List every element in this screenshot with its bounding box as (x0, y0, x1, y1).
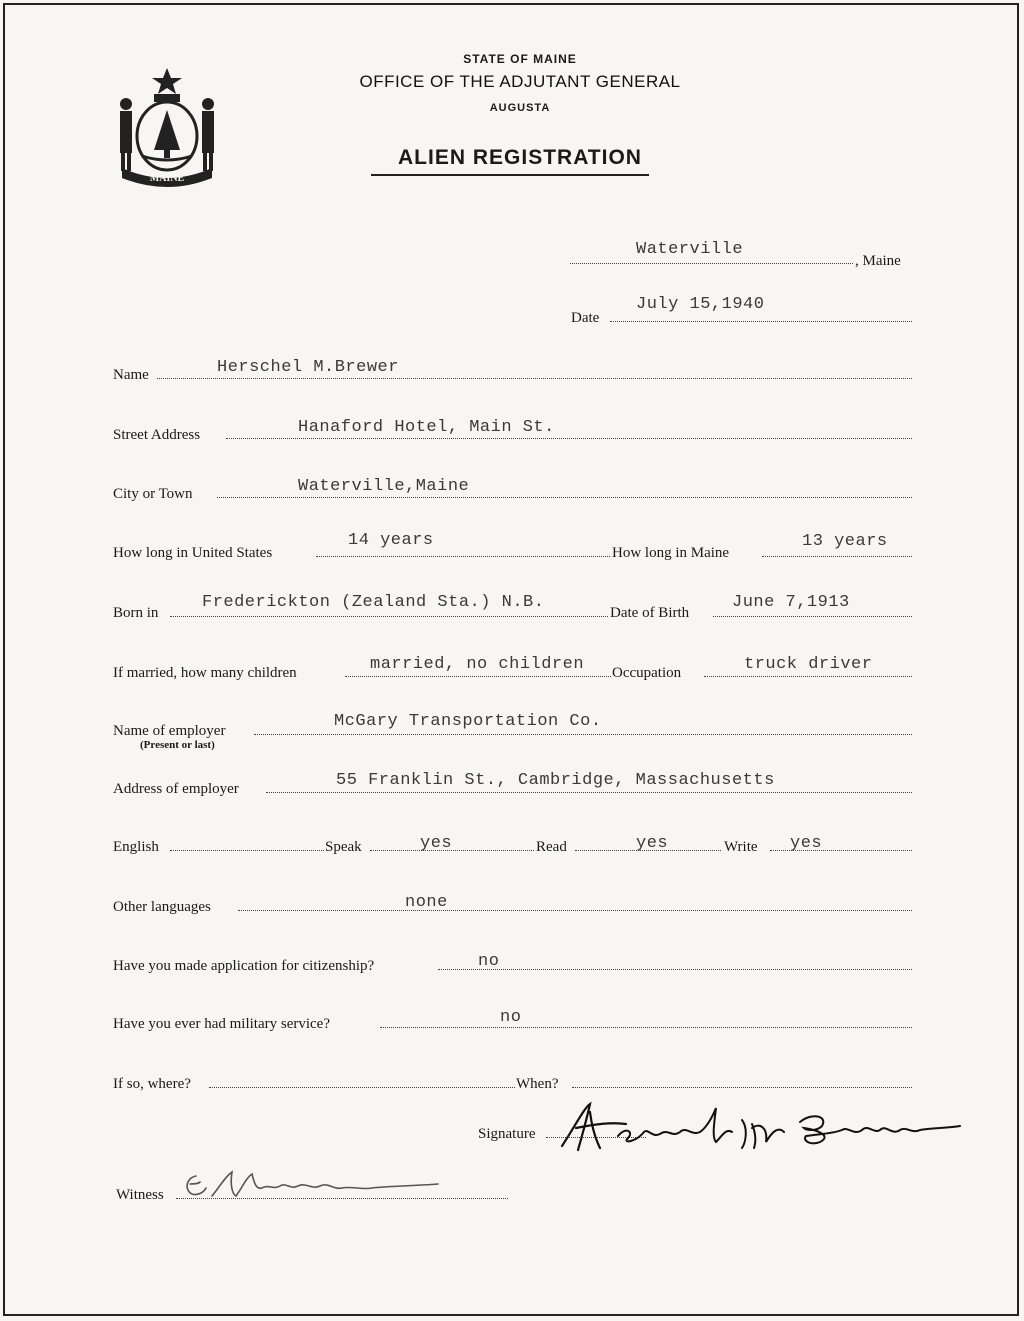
city-town-line (217, 497, 912, 498)
born-in-label: Born in (113, 605, 159, 621)
read-label: Read (536, 839, 567, 855)
document-title: ALIEN REGISTRATION (398, 146, 642, 169)
employer-address-line (266, 792, 912, 793)
military-value: no (500, 1008, 522, 1027)
read-value: yes (636, 834, 669, 853)
occupation-line (704, 676, 912, 677)
maine-state-seal-icon (112, 64, 222, 188)
speak-label: Speak (325, 839, 362, 855)
applicant-signature (556, 1098, 966, 1156)
date-of-birth-line (713, 616, 912, 617)
street-address-label: Street Address (113, 427, 201, 443)
name-value: Herschel M.Brewer (217, 358, 399, 377)
office-heading: OFFICE OF THE ADJUTANT GENERAL (359, 72, 681, 91)
date-of-birth-value: June 7,1913 (732, 593, 850, 612)
employer-note: (Present or last) (140, 739, 215, 751)
town-line (570, 263, 853, 264)
write-label: Write (724, 839, 758, 855)
other-languages-line (238, 910, 912, 911)
street-address-line (226, 438, 912, 439)
how-long-us-value: 14 years (348, 531, 434, 550)
how-long-us-line (316, 556, 610, 557)
town-value: Waterville (636, 240, 744, 259)
employer-address-label: Address of employer (113, 781, 239, 797)
street-address-value: Hanaford Hotel, Main St. (298, 418, 555, 437)
citizenship-value: no (478, 952, 500, 971)
citizenship-line (438, 969, 912, 970)
occupation-label: Occupation (612, 665, 682, 681)
signature-label: Signature (478, 1126, 536, 1142)
svg-text:MAINE: MAINE (149, 173, 185, 184)
state-heading: STATE OF MAINE (463, 52, 577, 66)
citizenship-label: Have you made application for citizenship? (113, 958, 375, 974)
military-label: Have you ever had military service? (113, 1016, 330, 1032)
speak-value: yes (420, 834, 453, 853)
employer-name-label: Name of employer (113, 723, 226, 739)
other-languages-label: Other languages (113, 899, 211, 915)
children-label: If married, how many children (113, 665, 297, 681)
english-line (170, 850, 324, 851)
born-in-value: Frederickton (Zealand Sta.) N.B. (202, 593, 545, 612)
city-town-value: Waterville,Maine (298, 477, 470, 496)
city-town-label: City or Town (113, 486, 193, 502)
when-label: When? (516, 1076, 559, 1092)
born-in-line (170, 616, 608, 617)
occupation-value: truck driver (744, 655, 873, 674)
name-line (157, 378, 912, 379)
date-line (610, 321, 912, 322)
employer-name-line (254, 734, 912, 735)
witness-label: Witness (116, 1187, 164, 1203)
children-value: married, no children (370, 655, 585, 674)
where-label: If so, where? (113, 1076, 191, 1092)
other-languages-value: none (405, 893, 448, 912)
military-line (380, 1027, 912, 1028)
city-heading: AUGUSTA (489, 102, 551, 114)
how-long-maine-value: 13 years (802, 532, 888, 551)
employer-address-value: 55 Franklin St., Cambridge, Massachusetts (336, 771, 775, 790)
date-label: Date (571, 310, 600, 326)
write-value: yes (790, 834, 823, 853)
when-line (572, 1087, 912, 1088)
how-long-maine-line (762, 556, 912, 557)
maine-label: , Maine (855, 253, 901, 269)
where-line (209, 1087, 515, 1088)
date-of-birth-label: Date of Birth (610, 605, 690, 621)
witness-signature (176, 1168, 456, 1202)
children-line (345, 676, 611, 677)
title-underline (371, 174, 649, 176)
name-label: Name (113, 367, 149, 383)
date-value: July 15,1940 (636, 295, 765, 314)
employer-name-value: McGary Transportation Co. (334, 712, 602, 731)
english-label: English (113, 839, 159, 855)
how-long-maine-label: How long in Maine (612, 545, 730, 561)
how-long-us-label: How long in United States (113, 545, 273, 561)
